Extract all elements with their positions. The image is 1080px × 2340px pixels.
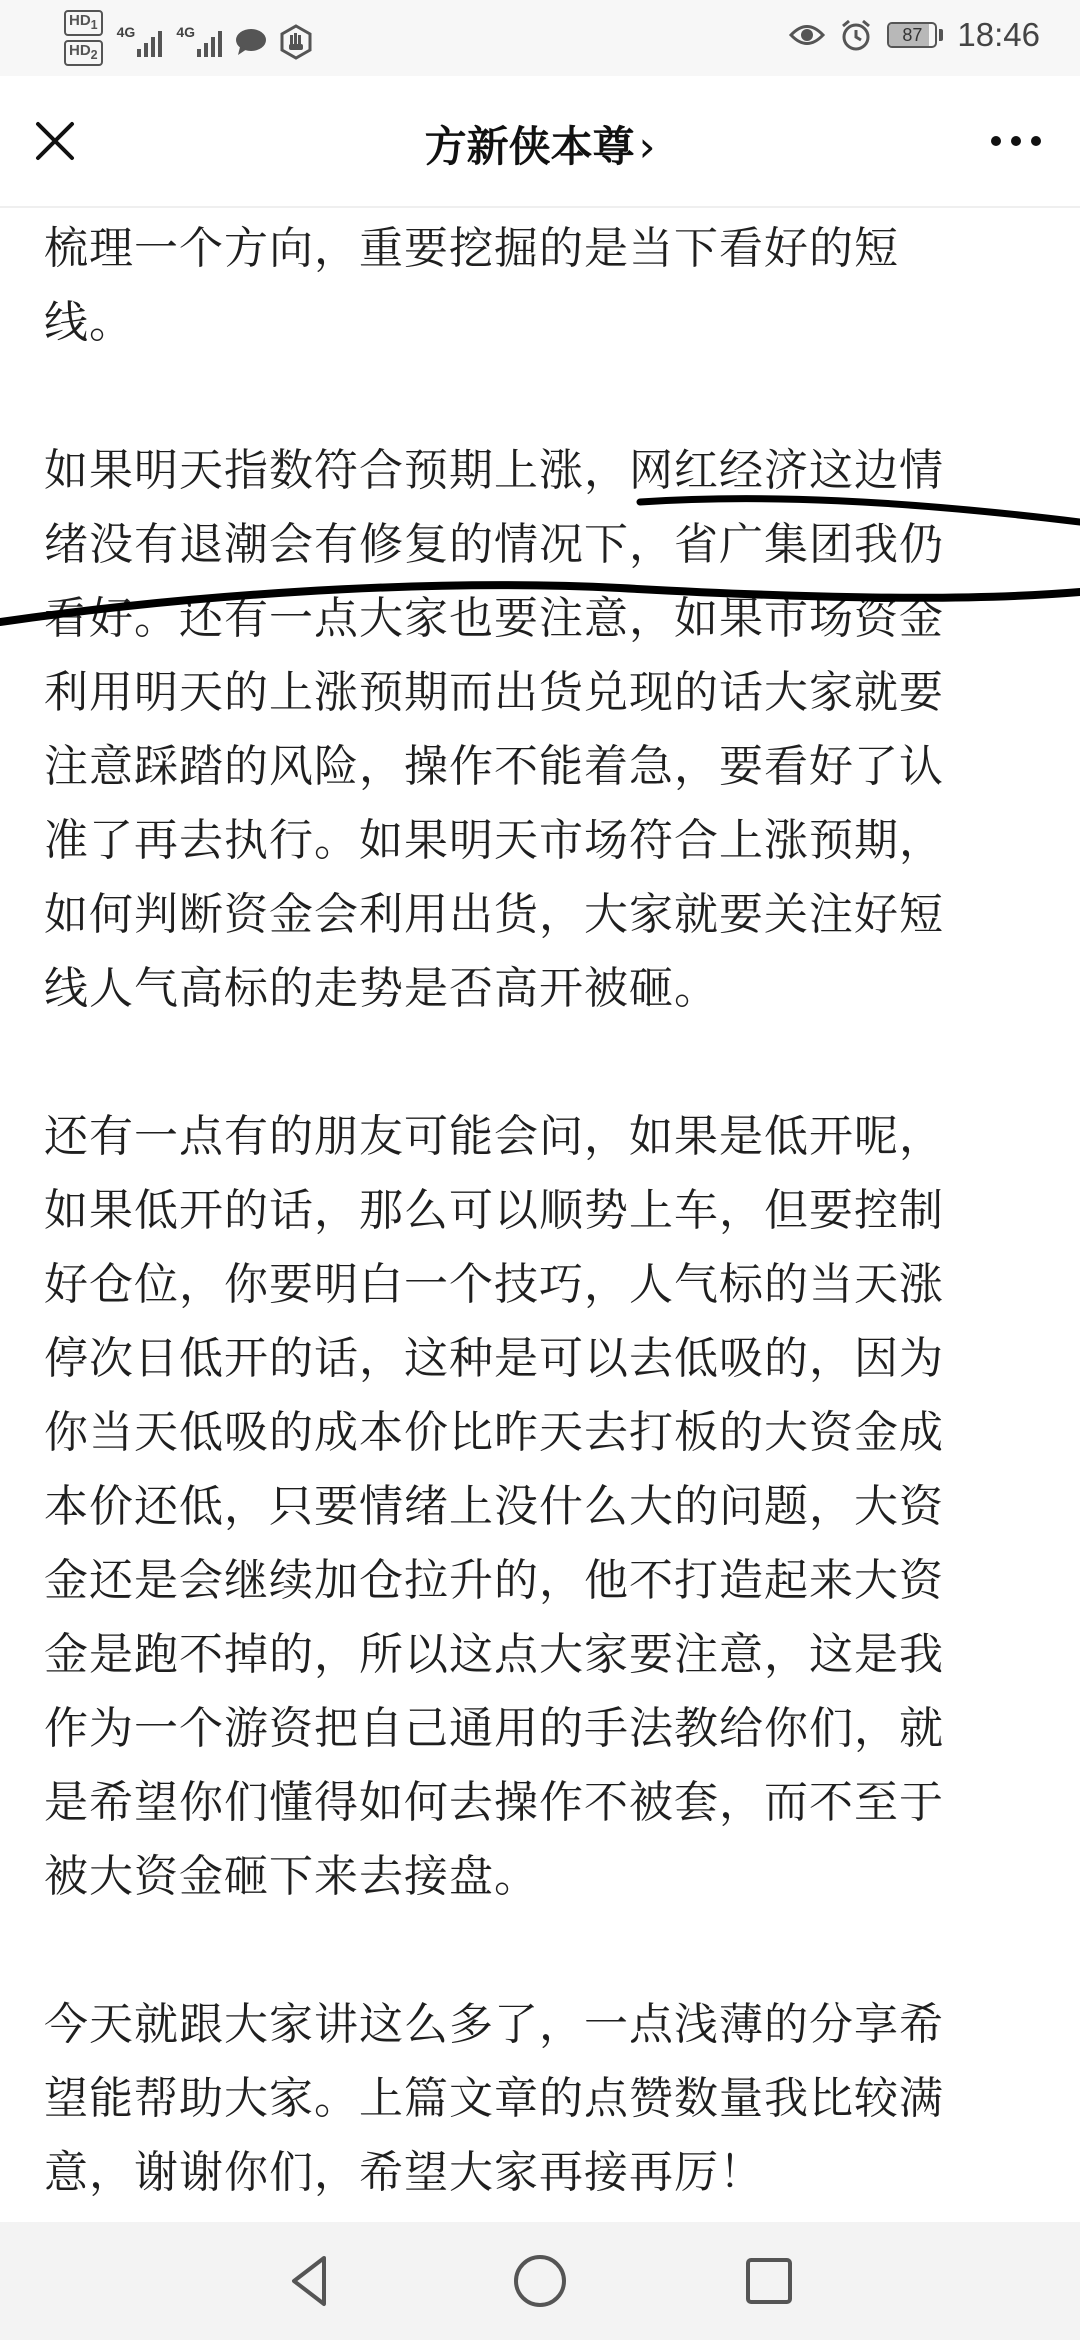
text-line: 如何判断资金会利用出货，大家就要关注好短 — [44, 889, 944, 940]
text-line: 看好。还有一点大家也要注意，如果市场资金 — [44, 593, 944, 644]
text-line: 线。 — [44, 297, 134, 348]
text-line: 注意踩踏的风险，操作不能着急，要看好了认 — [44, 741, 944, 792]
text-line: 金还是会继续加仓拉升的，他不打造起来大资 — [44, 1555, 944, 1606]
text-line: 本价还低，只要情绪上没什么大的问题，大资 — [44, 1481, 944, 1532]
text-line: 还有一点有的朋友可能会问，如果是低开呢， — [44, 1111, 944, 1162]
status-right-group — [789, 16, 1040, 54]
signal-2 — [176, 19, 222, 57]
account-name: 方新侠本尊 — [424, 122, 635, 171]
chevron-right-icon: › — [638, 122, 656, 171]
article-paragraph-2 — [44, 434, 1044, 1026]
hd2-label: HD — [69, 42, 91, 59]
battery-percent: 87 — [902, 25, 923, 45]
network-type-1: 4G — [116, 24, 136, 40]
eye-icon — [789, 22, 825, 48]
account-title-link[interactable] — [0, 114, 1080, 174]
text-line: 绪没有退潮会有修复的情况下，省广集团我仍 — [44, 519, 944, 570]
text-line: 望能帮助大家。上篇文章的点赞数量我比较满 — [44, 2073, 944, 2124]
text-line: 利用明天的上涨预期而出货兑现的话大家就要 — [44, 667, 944, 718]
network-type-2: 4G — [176, 24, 195, 40]
text-line: 线人气高标的走势是否高开被砸。 — [44, 963, 719, 1014]
text-line: 你当天低吸的成本价比昨天去打板的大资金成 — [44, 1407, 944, 1458]
top-nav-bar — [0, 76, 1080, 208]
text-line: 好仓位，你要明白一个技巧，人气标的当天涨 — [44, 1259, 944, 1310]
text-line: 金是跑不掉的，所以这点大家要注意，这是我 — [44, 1629, 944, 1680]
battery-indicator — [887, 22, 943, 48]
alarm-icon — [839, 18, 873, 52]
system-nav-bar — [0, 2222, 1080, 2340]
hd2-sub: 2 — [90, 48, 98, 62]
text-line: 如果低开的话，那么可以顺势上车，但要控制 — [44, 1185, 944, 1236]
article-paragraph-4 — [44, 1988, 1044, 2210]
more-icon[interactable] — [986, 126, 1046, 156]
text-line: 被大资金砸下来去接盘。 — [44, 1851, 539, 1902]
article-paragraph-1 — [44, 212, 1044, 360]
article-paragraph-3 — [44, 1100, 1044, 1914]
text-line: 作为一个游资把自己通用的手法教给你们，就 — [44, 1703, 944, 1754]
hd-indicators — [64, 10, 103, 66]
signal-bars-1-icon — [137, 27, 162, 57]
status-bar — [0, 0, 1080, 76]
back-triangle-icon[interactable] — [280, 2250, 342, 2312]
text-line: 梳理一个方向，重要挖掘的是当下看好的短 — [44, 223, 899, 274]
battery-body — [887, 22, 937, 48]
hd1-label: HD — [69, 12, 91, 29]
text-line: 如果明天指数符合预期上涨，网红经济这边情 — [44, 445, 944, 496]
signal-1 — [117, 19, 163, 57]
status-left-group — [64, 10, 314, 66]
text-line: 停次日低开的话，这种是可以去低吸的，因为 — [44, 1333, 944, 1384]
recents-square-icon[interactable] — [738, 2250, 800, 2312]
home-circle-icon[interactable] — [509, 2250, 571, 2312]
text-line: 今天就跟大家讲这么多了，一点浅薄的分享希 — [44, 1999, 944, 2050]
chat-bubble-icon — [234, 27, 268, 57]
battery-tip — [939, 29, 943, 41]
text-line: 意，谢谢你们，希望大家再接再厉！ — [44, 2147, 764, 2198]
hd-badge-2 — [64, 40, 103, 66]
text-line: 是希望你们懂得如何去操作不被套，而不至于 — [44, 1777, 944, 1828]
hd-badge-1 — [64, 10, 103, 36]
status-time: 18:46 — [957, 16, 1040, 53]
text-line: 准了再去执行。如果明天市场符合上涨预期， — [44, 815, 944, 866]
hd1-sub: 1 — [90, 18, 98, 32]
signal-bars-2-icon — [197, 27, 222, 57]
article-body — [44, 206, 1044, 2226]
hand-stop-icon — [278, 24, 314, 60]
